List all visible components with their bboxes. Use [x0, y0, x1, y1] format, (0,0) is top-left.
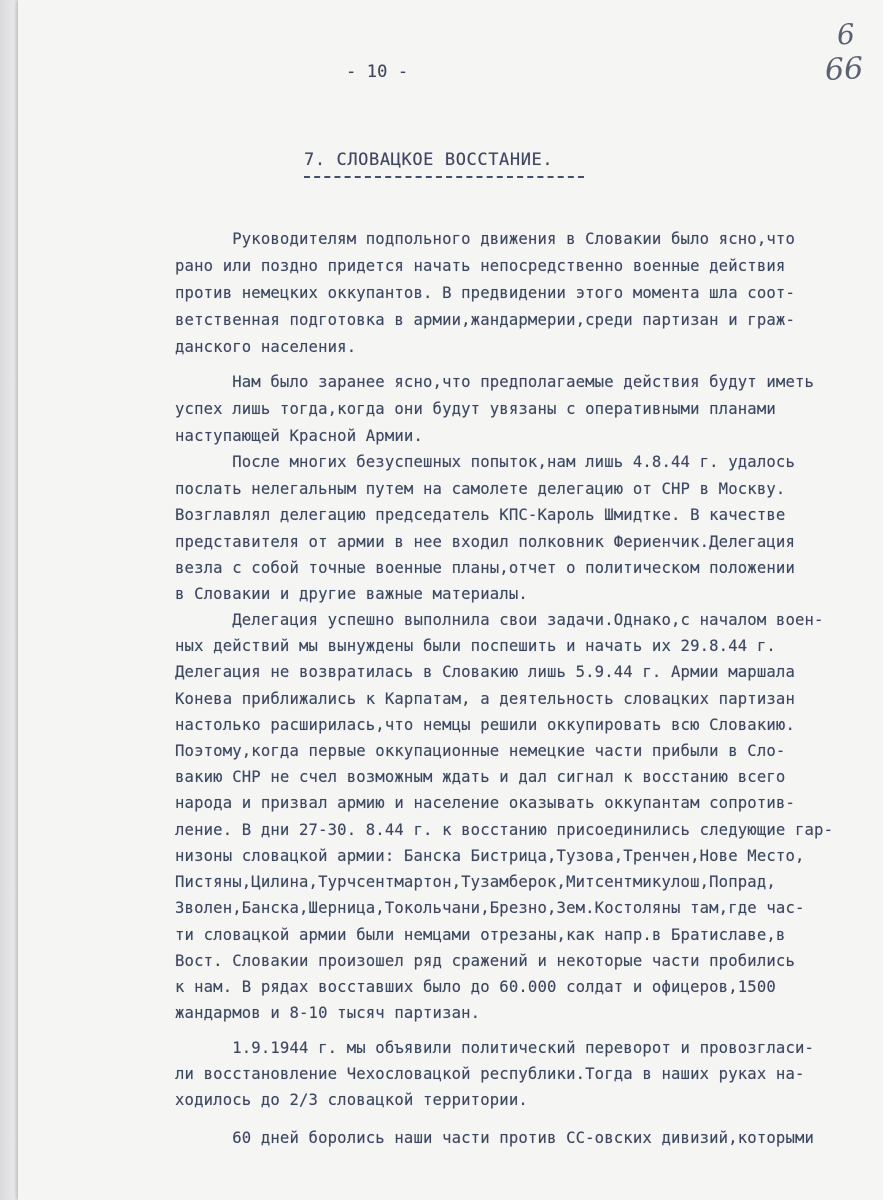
- text-line: Конева приближались к Карпатам, а деятельность словацких партизан: [175, 690, 795, 708]
- text-line: Вост. Словакии произошел ряд сражений и некоторые части пробились: [175, 952, 795, 970]
- text-line: Руководителям подпольного движения в Словакии было ясно,что: [175, 230, 795, 248]
- archive-mark-bottom: 66: [823, 51, 864, 88]
- text-line: народа и призвал армию и население оказывать оккупантам сопротив-: [175, 794, 795, 812]
- heading-underline: [304, 176, 584, 178]
- archive-mark-top: 6: [836, 17, 857, 52]
- section-heading: 7. СЛОВАЦКОЕ ВОССТАНИЕ.: [304, 150, 554, 170]
- text-line: Возглавлял делегацию председатель КПС-Кароль Шмидтке. В качестве: [175, 506, 786, 524]
- page-number: - 10 -: [346, 62, 409, 82]
- text-line: наступающей Красной Армии.: [175, 427, 423, 445]
- page-left-edge: [0, 0, 18, 1200]
- text-line: представителя от армии в нее входил полковник Фериенчик.Делегация: [175, 533, 795, 551]
- text-line: против немецких оккупантов. В предвидении этого момента шла соот-: [175, 284, 795, 302]
- text-line: ли восстановление Чехословацкой республики.Тогда в наших руках на-: [175, 1065, 805, 1083]
- text-line: ветственная подготовка в армии,жандармерии,среди партизан и граж-: [175, 311, 795, 329]
- text-line: данского населения.: [175, 338, 357, 356]
- text-line: послать нелегальным путем на самолете делегацию от СНР в Москву.: [175, 480, 786, 498]
- text-line: Поэтому,когда первые оккупационные немецкие части прибыли в Сло-: [175, 742, 786, 760]
- document-page: [18, 0, 883, 1200]
- text-line: вакию СНР не счел возможным ждать и дал сигнал к восстанию всего: [175, 768, 786, 786]
- text-line: 1.9.1944 г. мы объявили политический переворот и провозгласи-: [175, 1039, 815, 1057]
- text-line: После многих безуспешных попыток,нам лишь 4.8.44 г. удалось: [175, 453, 795, 471]
- text-line: Пистяны,Цилина,Турчсентмартон,Тузамберок,Митсентмикулош,Попрад,: [175, 873, 776, 891]
- text-line: ходилось до 2/3 словацкой территории.: [175, 1091, 528, 1109]
- text-line: к нам. В рядах восставших было до 60.000 солдат и офицеров,1500: [175, 978, 776, 996]
- handwritten-archive-mark: [807, 18, 867, 98]
- text-line: Делегация не возвратилась в Словакию лишь 5.9.44 г. Армии маршала: [175, 663, 795, 681]
- text-line: настолько расширилась,что немцы решили оккупировать всю Словакию.: [175, 716, 795, 734]
- text-line: ти словацкой армии были немцами отрезаны,как напр.в Братиславе,в: [175, 926, 786, 944]
- text-line: жандармов и 8-10 тысяч партизан.: [175, 1004, 481, 1022]
- text-line: везла с собой точные военные планы,отчет о политическом положении: [175, 559, 795, 577]
- text-line: ление. В дни 27-30. 8.44 г. к восстанию присоединились следующие гар-: [175, 821, 834, 839]
- text-line: успех лишь тогда,когда они будут увязаны с оперативными планами: [175, 400, 776, 418]
- text-line: ных действий мы вынуждены были поспешить и начать их 29.8.44 г.: [175, 637, 776, 655]
- text-line: рано или поздно придется начать непосредственно военные действия: [175, 257, 786, 275]
- text-line: в Словакии и другие важные материалы.: [175, 585, 528, 603]
- text-line: низоны словацкой армии: Банска Бистрица,Тузова,Тренчен,Нове Место,: [175, 847, 805, 865]
- text-line: Зволен,Банска,Шерница,Токольчани,Брезно,Зем.Костоляны там,где час-: [175, 899, 805, 917]
- text-line: 60 дней боролись наши части против СС-овских дивизий,которыми: [175, 1129, 815, 1147]
- text-line: Нам было заранее ясно,что предполагаемые действия будут иметь: [175, 373, 815, 391]
- text-line: Делегация успешно выполнила свои задачи.Однако,с началом воен-: [175, 611, 824, 629]
